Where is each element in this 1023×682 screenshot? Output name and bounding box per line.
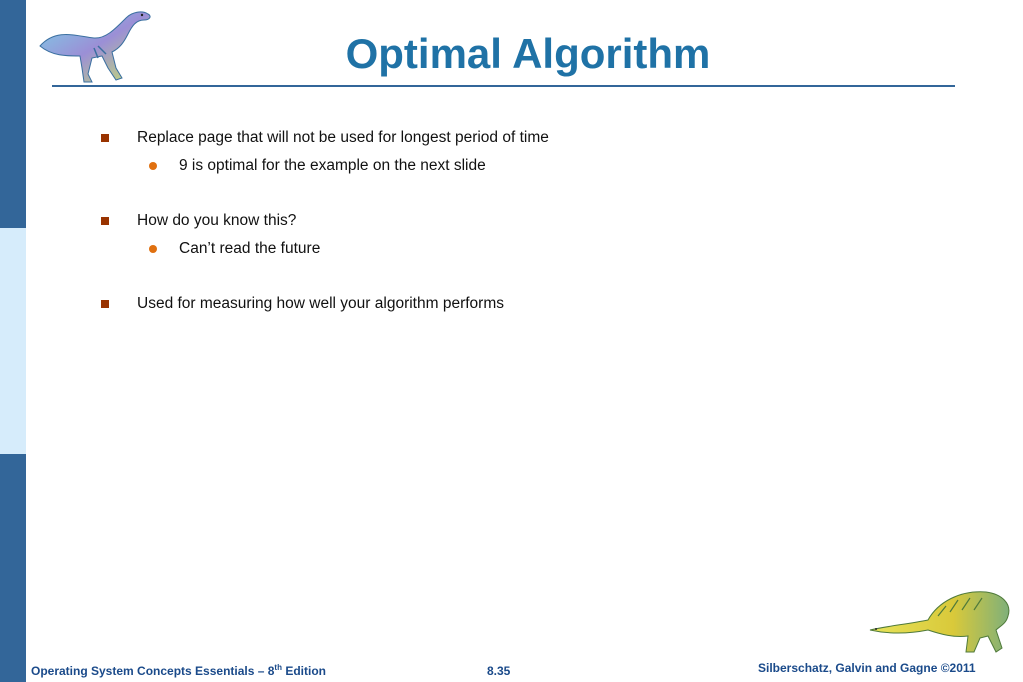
footer-authors: Silberschatz, Galvin and Gagne ©2011 (758, 661, 976, 675)
footer-book-title-prefix: Operating System Concepts Essentials – 8 (31, 664, 275, 678)
bullet-text: How do you know this? (137, 212, 297, 229)
square-bullet-icon (101, 134, 109, 142)
sub-bullet-text: Can’t read the future (179, 240, 321, 257)
footer-book-title-suffix: Edition (281, 664, 326, 678)
dinosaur-logo-icon (868, 586, 1014, 658)
bullet-item (137, 294, 504, 314)
bullet-text: Replace page that will not be used for longest period of time (137, 129, 549, 146)
sub-bullet-item (179, 239, 320, 259)
square-bullet-icon (101, 217, 109, 225)
footer-page-number: 8.35 (487, 664, 511, 678)
dinosaur-logo-icon (36, 6, 156, 86)
sidebar-stripe-bottom (0, 454, 26, 682)
circle-bullet-icon (149, 245, 157, 253)
circle-bullet-icon (149, 162, 157, 170)
footer-book-title (31, 663, 326, 679)
page-title: Optimal Algorithm (345, 30, 711, 77)
bullet-text: Used for measuring how well your algorithm performs (137, 295, 504, 312)
sidebar-stripe-top (0, 0, 26, 228)
bullet-item (137, 128, 549, 148)
sidebar-stripe-middle (0, 228, 26, 454)
sub-bullet-item (179, 156, 486, 176)
bullet-item (137, 211, 296, 231)
square-bullet-icon (101, 300, 109, 308)
title-divider (52, 85, 955, 87)
sub-bullet-text: 9 is optimal for the example on the next slide (179, 157, 486, 174)
footer-book-title-sup: th (274, 663, 282, 672)
